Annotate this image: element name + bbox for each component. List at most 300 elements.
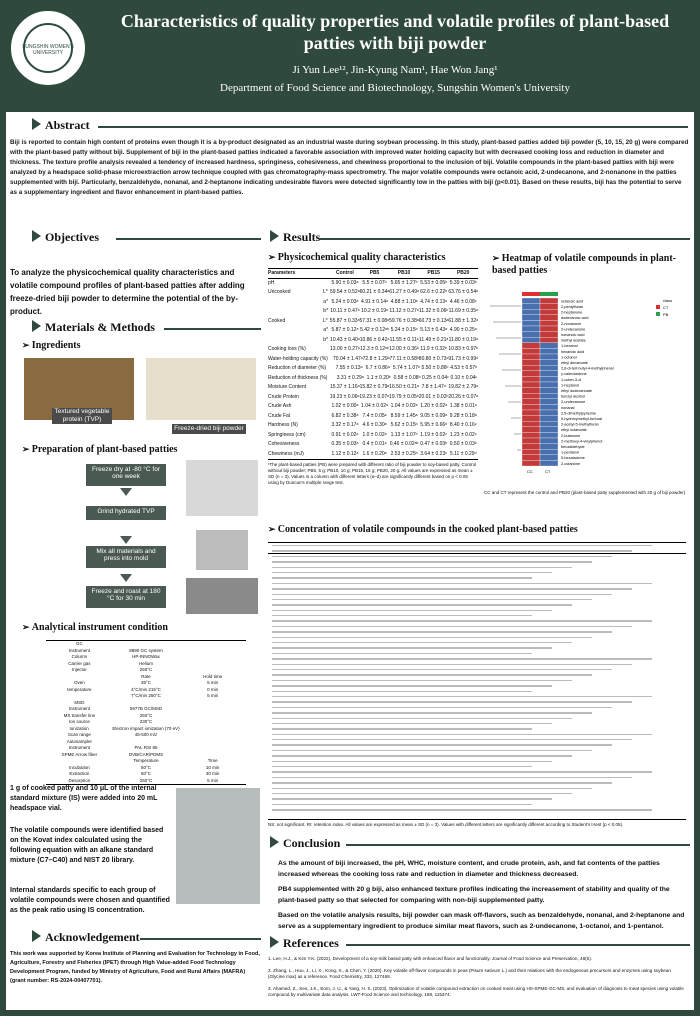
heatmap-cell xyxy=(540,449,558,455)
heatmap-cell xyxy=(522,298,540,304)
phys-row xyxy=(268,355,478,365)
instrument-cell: Carrier gas xyxy=(68,660,91,666)
instrument-cell: Hold time xyxy=(203,673,223,679)
phys-cell: 4.88 ± 1.10ᵃ xyxy=(390,298,418,305)
phys-cell: Moisture Content xyxy=(268,384,307,390)
heatmap-row-label: 5-hydroxymethyl-furfural xyxy=(561,417,602,421)
instrument-cell: SPME Arrow fiber xyxy=(61,751,98,757)
phys-row xyxy=(268,440,478,450)
phys-cell: 60.21 ± 0.34ᵃ xyxy=(359,289,390,295)
phys-row xyxy=(268,336,478,346)
phys-cell: 5.24 ± 0.15ᵇ xyxy=(390,327,418,333)
phys-header-cell: PB20 xyxy=(456,270,470,276)
phys-header-cell xyxy=(321,269,330,278)
phys-cell: 7.4 ± 0.05ᵃ xyxy=(362,412,387,419)
heatmap-cell xyxy=(540,360,558,366)
phys-cell xyxy=(268,326,321,336)
phys-cell: 7.8 ± 1.47ᵃ xyxy=(421,384,446,390)
heatmap-legend-label: PB xyxy=(663,312,669,317)
results-heading: Results xyxy=(270,230,320,246)
results-divider xyxy=(320,238,690,240)
phys-row xyxy=(268,402,478,412)
instrument-cell: temperature xyxy=(67,686,92,692)
phys-cell: 5.13 ± 0.43ᵃ xyxy=(420,327,448,333)
phys-cell: 4.46 ± 0.08ᶜ xyxy=(449,298,477,305)
heatmap-row-label: γ-valerolactone xyxy=(561,372,587,377)
volatile-row-text xyxy=(272,723,552,724)
tvp-label: Textured vegetable protein (TVP) xyxy=(52,408,112,424)
heatmap-cell xyxy=(540,388,558,394)
instrument-cell: GC xyxy=(75,641,83,646)
prep-step-2: Grind hydrated TVP xyxy=(86,506,166,520)
instrument-cell: HP-INNOWax xyxy=(132,654,160,659)
heatmap-cell xyxy=(522,371,540,377)
volatile-row-text xyxy=(272,610,552,611)
volatile-row-text xyxy=(272,750,592,751)
phys-cell: 3.32 ± 0.17ᵃ xyxy=(331,422,359,428)
heatmap-cell xyxy=(522,388,540,394)
heatmap-row-label: ethyl octanoate xyxy=(561,428,587,433)
phys-cell xyxy=(321,440,330,450)
prep-heading: ➢ Preparation of plant-based patties xyxy=(22,444,177,455)
phys-cell: 1.19 ± 0.02ᶜ xyxy=(420,431,448,438)
heatmap-cell xyxy=(522,315,540,321)
volatile-row-text xyxy=(272,782,612,783)
abstract-divider xyxy=(98,126,688,128)
phys-cell: L* xyxy=(323,289,328,295)
phys-header-cell: Parameters xyxy=(268,270,296,276)
conclusion-heading: Conclusion xyxy=(270,836,340,852)
volatile-row-text xyxy=(272,755,572,756)
volatile-row-text xyxy=(272,561,592,562)
instrument-cell: 250°C xyxy=(139,712,153,718)
instrument-table xyxy=(46,640,246,785)
poster-header xyxy=(0,0,700,110)
phys-cell: 0.91 ± 0.02ᵃ xyxy=(331,431,359,438)
phys-cell: 0.47 ± 0.03ᵇ xyxy=(420,441,448,447)
phys-cell: 20.01 ± 0.02ᵇ xyxy=(418,393,449,400)
heatmap-row-label: benzaldehyde xyxy=(561,445,585,449)
phys-cell: 5.11 ± 0.29ᵈ xyxy=(449,450,477,457)
phys-cell: Reduction of thickness (%) xyxy=(268,374,328,381)
volatile-row-text xyxy=(272,674,592,675)
heatmap-cell xyxy=(540,455,558,461)
phys-cell: 15.82 ± 0.79ᵃ xyxy=(359,384,390,390)
heatmap-cell xyxy=(540,326,558,332)
phys-cell: 12.3 ± 0.12ᵃᵇ xyxy=(360,346,389,352)
volatile-row-text xyxy=(272,572,552,573)
reference-2: 2. Zhang, L., Hou, J., Li, X., Kong, X., & Chen, Y. (2020). Key volatile off-flavor compounds in peas (Pisum sativum L.) and their relations with the endogenous precursors and enzymes using soybean (Glycine max) as a reference. Food Chemistry, 333, 127469. xyxy=(268,968,671,980)
phys-cell: 5.74 ± 1.07ᵇ xyxy=(392,365,420,371)
instrument-cell: 5977B GC/MSD xyxy=(129,706,163,711)
phys-cell: 19.23 ± 0.07ᵃ xyxy=(359,393,390,400)
phys-cell: 59.54 ± 0.52ᵃ xyxy=(329,289,360,295)
phys-cell: 5.42 ± 0.12ᵃᵇ xyxy=(360,327,389,333)
conc-heading: ➢ Concentration of volatile compounds in the cooked plant-based patties xyxy=(268,524,578,535)
phys-cell: 5.50 ± 0.86ᵇ xyxy=(421,365,449,371)
volatile-row-text xyxy=(272,637,592,638)
prep-step-3: Mix all materials and press into mold xyxy=(86,546,166,568)
volatile-row-text xyxy=(272,718,572,719)
volatile-row-text xyxy=(272,696,652,697)
phys-cell: 55.87 ± 0.33ᵃ xyxy=(329,317,360,324)
phys-cell: 5.5 ± 0.07ᵇ xyxy=(362,279,387,286)
heatmap-cell xyxy=(522,449,540,455)
objectives-heading: Objectives xyxy=(32,230,99,246)
phys-cell: 0.58 ± 0.08ᵇ xyxy=(393,374,421,381)
heatmap-row-label: hexanoic acid xyxy=(561,349,585,354)
phys-row xyxy=(268,393,478,403)
phys-cell xyxy=(321,402,330,412)
phys-cell: 10.86 ± 0.42ᵃ xyxy=(359,336,390,343)
ack-text: This work was supported by Korea Institute of Planning and Evaluation for Technology in Food, Agriculture, Forestry and Fisheries (IPET) through High Value-added Food Technology Development Program, funded by Ministry of Agriculture, Food and Rural Affairs (MAFRA) (grant number: RS-2024-00407701). xyxy=(10,951,260,984)
instrument-cell: Ionization xyxy=(69,725,89,731)
phys-cell: 0.50 ± 0.03ᵇ xyxy=(449,441,477,447)
volatile-row-text xyxy=(272,739,632,740)
method-bullet-3: Internal standards specific to each group of volatile compounds were chosen and quantified as the peak ratio using IS concentration. xyxy=(10,887,170,914)
instrument-cell: 5 min xyxy=(207,693,219,698)
volatile-row-text xyxy=(272,615,532,616)
mold-photo xyxy=(196,530,248,570)
heatmap-cell xyxy=(522,320,540,326)
heatmap-cell xyxy=(540,416,558,422)
heatmap-row-label: 1-octen-3-ol xyxy=(561,377,582,382)
phys-cell: 8.59 ± 1.45ᵃ xyxy=(390,412,418,419)
instrument-cell: Helium xyxy=(139,660,154,666)
abstract-text: Biji is reported to contain high content of proteins even though it is a by-product designated as an industrial waste during soybean processing. In this study, plant-based patties added biji powder (5, 10, 15, 20 g) were compared with the plant-based patty without biji. Supplement of biji in the plant-based patties indicated a favorable association with improved water holding capacity but with decreased cooking loss and reduction in diameter and thickness. The texture profile analysis revealed a tendency of increased hardness, springiness, cohesiveness, and chewiness proportional to the inclusion of biji. Volatile compounds in the plant-based patties with biji were analyzed by a headspace solid-phase microextraction arrow technique coupled with gas chromatography-mass spectrometry. The major volatile compounds were octanoic acid, 2-undecanone, and 2-nonanone in the patties supplemented with biji. Particularly, benzaldehyde, nonanal, and 2-heptanone indicating undesirable flavors were detected significantly low in the patties with biji (p<0.01). Based on these results, biji has the potential to serve as a supplementary ingredient and flavor enhancement in plant-based patties. xyxy=(10,139,689,196)
instrument-cell: Temperature xyxy=(133,758,159,763)
phys-cell: Crude Ash xyxy=(268,403,292,409)
volatile-row-text xyxy=(272,734,652,735)
instrument-cell: 50°C xyxy=(140,764,152,770)
instrument-cell: 50°C xyxy=(140,771,152,776)
heatmap-row-label: 2-undecanone xyxy=(561,400,586,405)
objectives-divider xyxy=(116,238,261,240)
poster-title: Characteristics of quality properties and volatile profiles of plant-based patties with biji powder xyxy=(120,11,670,53)
heatmap-class-bar xyxy=(540,292,558,296)
logo-text: SUNGSHIN WOMEN'S UNIVERSITY xyxy=(22,44,74,56)
phys-cell: a* xyxy=(323,327,329,333)
phys-cell: 63.76 ± 0.54ᵃ xyxy=(448,289,478,295)
volatile-row-text xyxy=(272,680,572,681)
heatmap-row-label: 2,5-dimethylpyrazine xyxy=(561,411,597,416)
phys-cell: Water-holding capacity (%) xyxy=(268,355,328,362)
instrument-cell: 35°C xyxy=(140,680,152,685)
phys-cell: 11.49 ± 0.21ᵃ xyxy=(419,336,449,343)
heatmap-row-label: dodecanoic acid xyxy=(561,316,589,321)
phys-cell: 4.91 ± 0.14ᵃ xyxy=(361,298,388,305)
instrument-cell: 45-500 m/z xyxy=(134,732,158,737)
heatmap-cell xyxy=(522,410,540,416)
volatile-row-text xyxy=(272,550,632,551)
volatile-row-text xyxy=(272,788,592,789)
instrument-cell: Instrument xyxy=(68,647,90,653)
phys-cell xyxy=(321,431,330,441)
phys-row xyxy=(268,288,478,298)
volatile-row-text xyxy=(272,804,532,805)
phys-cell: 5.39 ± 0.03ᵇ xyxy=(449,279,477,286)
phys-cell: 5.95 ± 0.66ᵇ xyxy=(420,422,448,428)
heatmap-cell xyxy=(522,309,540,315)
volatile-row-text xyxy=(272,669,612,670)
volatile-row-text xyxy=(272,744,612,745)
phys-cell: 20.26 ± 0.07ᵃ xyxy=(448,393,478,400)
phys-cell: 5.53 ± 0.05ᵇ xyxy=(420,279,448,286)
heatmap-chart xyxy=(486,282,686,482)
volatile-row-text xyxy=(272,545,652,546)
phys-footnote: ¹The plant-based patties (PB) were prepared with different ratio of biji powder to soy-based patty. Control without biji powder; PB5, 5 g; PB10, 10 g; PB15, 15 g; PB20, 20 g. All values are expressed as mean ± SD (n = 3). Values in a column with different letters (a–d) are significantly different based on p < 0.05 using by Duncan's multiple range test. xyxy=(268,462,477,485)
volatile-row-text xyxy=(272,604,572,605)
phys-cell: 3.64 ± 0.23ᶜ xyxy=(420,450,448,457)
heatmap-legend-swatch xyxy=(656,312,660,316)
ingredients-heading: ➢ Ingredients xyxy=(22,340,81,351)
volatile-row-text xyxy=(272,771,652,772)
heatmap-row-label: 2-undecanone xyxy=(561,327,586,332)
phys-cell: 80.80 ± 0.73ᶜ xyxy=(418,355,449,362)
phys-cell: Cooked xyxy=(268,317,286,324)
phys-cell: Cooking loss (%) xyxy=(268,346,306,352)
reference-3: 3. Ahamed, Z., Seo, J.K., Eom, J. U., & Yang, H. S. (2023). Optimization of volatile compound extraction on cooked meat using HS-SPME-GC-MS, and evaluation of diagnosis to meat species using volatile compound by multivariate data analysis. LWT-Food Science and technology, 188, 115374. xyxy=(268,986,684,998)
phys-cell: 5.24 ± 0.03ᵃ xyxy=(331,298,359,305)
phys-row xyxy=(268,374,478,384)
phys-cell: 1.0 ± 0.02ᵃ xyxy=(362,431,387,438)
instrument-cell: 0 min xyxy=(207,686,219,692)
phys-cell: 5.65 ± 1.27ᵇ xyxy=(390,279,418,286)
phys-cell: 1.23 ± 0.02ᶜ xyxy=(449,431,477,438)
university-logo xyxy=(8,8,88,88)
heatmap-cell xyxy=(522,399,540,405)
phys-heading: ➢ Physicochemical quality characteristics xyxy=(268,252,446,263)
phys-cell: 11.9 ± 0.32ᵇ xyxy=(420,346,447,352)
phys-cell: 11.12 ± 0.27ᵃ xyxy=(389,308,419,314)
arrow-icon xyxy=(120,574,132,582)
volatile-row-text xyxy=(272,701,632,702)
phys-cell: 0.25 ± 0.04ᶜ xyxy=(422,374,449,381)
phys-cell: 61.27 ± 0.49ᵃ xyxy=(389,289,419,295)
biji-photo xyxy=(146,358,256,420)
phys-cell: 13.00 ± 0.27ᵃ xyxy=(330,346,360,352)
phys-cell: 11.80 ± 0.19ᵃ xyxy=(448,336,478,343)
phys-cell xyxy=(321,383,330,393)
phys-cell: 1.04 ± 0.02ᵃ xyxy=(361,403,388,409)
phys-cell: L* xyxy=(323,317,328,324)
heatmap-cell xyxy=(522,365,540,371)
heatmap-row-label: ethyl dodecanoate xyxy=(561,389,593,393)
heatmap-cell xyxy=(540,354,558,360)
volatile-row-text xyxy=(272,658,652,659)
heatmap-cell xyxy=(540,320,558,326)
heatmap-caption: CC and CT represent the control and PB20 (plant-based patty supplemented with 20 g of biji powder). xyxy=(484,490,687,495)
heatmap-cell xyxy=(540,371,558,377)
volatile-row-text xyxy=(272,620,652,621)
heatmap-row-label: 1-pentanol xyxy=(561,450,579,455)
phys-cell xyxy=(321,393,330,403)
instrument-cell: Autosampler xyxy=(66,738,92,744)
phys-cell: 3.31 ± 0.29ᵃ xyxy=(336,374,364,381)
phys-header-cell: PB5 xyxy=(369,270,380,276)
heatmap-row-label: 2,6-di-tert-butyl-4-methylphenol xyxy=(561,366,614,371)
heatmap-legend-label: class xyxy=(663,298,673,303)
phys-cell: Crude Protein xyxy=(268,393,299,400)
heatmap-cell xyxy=(522,460,540,466)
heatmap-row-label: 2-octanone xyxy=(561,461,580,466)
phys-cell: 59.76 ± 0.38ᵃ xyxy=(389,317,419,324)
heatmap-cell xyxy=(522,382,540,388)
heatmap-legend-swatch xyxy=(656,305,660,309)
heatmap-cell xyxy=(540,393,558,399)
phys-cell: b* xyxy=(323,336,328,343)
heatmap-row-label: ethyl decanoate xyxy=(561,361,588,365)
heatmap-row-label: benzyl alcohol xyxy=(561,394,586,399)
phys-row xyxy=(268,298,478,308)
instrument-cell: Oven xyxy=(73,680,85,685)
heatmap-cell xyxy=(522,360,540,366)
heatmap-row-label: 2-methoxy-4-vinylphenol xyxy=(561,439,603,444)
phys-cell: 0.35 ± 0.03ᵃ xyxy=(331,441,359,447)
instrument-cell: Scan range xyxy=(67,732,91,737)
phys-cell: 62.6 ± 0.22ᵇ xyxy=(420,289,448,295)
references-heading: References xyxy=(270,936,339,952)
volatile-row-text xyxy=(272,588,632,589)
phys-header-cell: PB15 xyxy=(427,270,440,276)
heatmap-cell xyxy=(522,332,540,338)
instrument-cell: 5 min xyxy=(207,680,219,685)
heatmap-cell xyxy=(522,432,540,438)
volatile-row-text xyxy=(272,798,552,799)
poster-body xyxy=(6,112,694,1010)
conclusion-bullet-2: PB4 supplemented with 20 g biji, also enhanced texture profiles indicating the increasement of stability and quality of the plant-based patty so that selected for comparing with non-biji supplemented patty. xyxy=(278,886,670,904)
phys-cell: 1.02 ± 0.00ᵃ xyxy=(331,403,359,409)
conclusion-bullet-1: As the amount of biji increased, the pH, WHC, moisture content, and crude protein, ash, and fat contents of the patties increased whereas the cooking loss rate and reduction in diameter and thickness decreased. xyxy=(278,860,660,878)
heatmap-cell xyxy=(540,404,558,410)
phys-cell: 10.2 ± 0.19ᵃ xyxy=(361,308,388,314)
volatile-row-text xyxy=(272,599,592,600)
heatmap-cell xyxy=(540,460,558,466)
heatmap-cell xyxy=(522,326,540,332)
volatile-row-text xyxy=(272,647,552,648)
phys-cell: 5.62 ± 0.15ᵇ xyxy=(390,422,418,428)
volatile-row-text xyxy=(272,653,532,654)
phys-cell: 10.43 ± 0.40ᵃ xyxy=(330,336,360,343)
heatmap-cell xyxy=(540,343,558,349)
conclusion-divider xyxy=(346,844,690,846)
phys-cell xyxy=(321,412,330,422)
heatmap-heading: ➢ Heatmap of volatile compounds in plant-based patties xyxy=(492,252,686,277)
biji-label: Freeze-dried biji powder xyxy=(172,424,246,434)
phys-cell: pH xyxy=(268,279,275,286)
heatmap-cell xyxy=(540,315,558,321)
phys-cell: 11.32 ± 0.06ᵇ xyxy=(418,308,449,314)
volatile-row-text xyxy=(272,556,612,557)
phys-row xyxy=(268,345,478,355)
phys-cell: 9.28 ± 0.18ᵃ xyxy=(449,412,477,419)
phys-cell: Crude Fat xyxy=(268,412,291,419)
volatile-row-text xyxy=(272,766,532,767)
volatile-table xyxy=(268,542,686,820)
phys-cell: 6.7 ± 0.86ᵃ xyxy=(365,365,390,371)
phys-cell: 19.23 ± 0.06ᵃ xyxy=(329,393,360,400)
phys-cell: b* xyxy=(323,308,329,314)
heatmap-cell xyxy=(540,348,558,354)
phys-cell: Hardness (N) xyxy=(268,422,298,428)
gc-ms-photo xyxy=(176,788,260,904)
phys-cell: 7.55 ± 0.13ᵃ xyxy=(335,365,363,371)
instrument-cell: 7°C/min 250°C xyxy=(131,693,161,698)
heatmap-cell xyxy=(540,432,558,438)
phys-cell: Reduction of diameter (%) xyxy=(268,365,327,371)
prep-step-4: Freeze and roast at 180 °C for 30 min xyxy=(86,586,166,608)
instrument-cell: 250°C xyxy=(139,667,153,672)
references-divider xyxy=(346,944,690,946)
instrument-heading: ➢ Analytical instrument condition xyxy=(22,622,168,633)
heatmap-cell xyxy=(540,427,558,433)
instrument-cell: Rate xyxy=(141,673,151,679)
heatmap-cell xyxy=(522,444,540,450)
heatmap-col-label: CC xyxy=(527,469,533,474)
phys-cell: 1.20 ± 0.02ᵃ xyxy=(420,403,448,409)
phys-cell: 2.53 ± 0.25ᵇ xyxy=(390,450,418,457)
heatmap-cell xyxy=(522,421,540,427)
instrument-cell: 250°C xyxy=(139,777,153,783)
instrument-cell: 230°C xyxy=(139,719,153,724)
phys-cell: 5.90 ± 0.03ᵃ xyxy=(331,279,359,286)
phys-cell: 9.05 ± 0.09ᵃ xyxy=(420,412,448,419)
volatile-row-text xyxy=(272,809,652,810)
phys-row xyxy=(268,412,478,422)
heatmap-cell xyxy=(522,455,540,461)
volatile-row-text xyxy=(272,728,532,729)
phys-cell: 57.31 ± 0.08ᵃ xyxy=(359,317,390,324)
phys-cell: 72.8 ± 1.29ᵃ xyxy=(362,355,390,362)
instrument-cell: DVB/CAR/PDMS xyxy=(128,751,164,757)
methods-heading: Materials & Methods xyxy=(32,320,155,336)
instrument-cell: Injector xyxy=(71,667,87,672)
instrument-cell: Column xyxy=(71,654,88,659)
phys-table xyxy=(268,268,478,460)
volatile-row-text xyxy=(272,793,572,794)
phys-cell: 8.40 ± 0.16ᶜ xyxy=(449,422,477,428)
phys-cell: 4.90 ± 0.25ᵃ xyxy=(449,327,477,333)
instrument-cell: 8890 GC system xyxy=(129,647,163,653)
phys-cell: 1.13 ± 1.07ᵇ xyxy=(390,431,418,438)
heatmap-cell xyxy=(540,298,558,304)
heatmap-cell xyxy=(522,337,540,343)
phys-cell: 70.04 ± 1.47ᵃ xyxy=(333,355,363,362)
heatmap-row-label: 2-nonanone xyxy=(561,321,582,326)
heatmap-row-label: 2-heptanone xyxy=(561,310,583,315)
heatmap-legend-swatch xyxy=(656,298,660,302)
heatmap-cell xyxy=(522,376,540,382)
heatmap-cell xyxy=(522,438,540,444)
volatile-row-text xyxy=(272,777,632,778)
heatmap-cell xyxy=(522,348,540,354)
phys-cell: 4.53 ± 0.57ᵇ xyxy=(450,365,478,371)
heatmap-cell xyxy=(540,376,558,382)
phys-cell: Cohesiveness xyxy=(268,441,300,447)
heatmap-row-label: octanoic acid xyxy=(561,299,584,304)
phys-cell: 11.69 ± 0.35ᵃ xyxy=(448,308,478,314)
phys-row xyxy=(268,307,478,317)
instrument-cell: Ion source xyxy=(68,719,90,724)
instrument-cell: 4°C/min 215°C xyxy=(131,686,161,692)
instrument-cell: MS transfer line xyxy=(63,712,96,718)
conclusion-bullet-3: Based on the volatile analysis results, biji powder can mask off-flavors, such as benzaldehyde, nonanal, and 2-heptanone and serve as a supplementary ingredient to produce similar meat flavors, such as 2-undecanone, 1-octanol, and 1-pentanol. xyxy=(278,912,685,930)
ack-heading: Acknowledgement xyxy=(32,930,140,946)
ack-divider xyxy=(140,938,261,940)
instrument-cell: Electron impact ionization (70 eV) xyxy=(112,725,180,731)
heatmap-cell xyxy=(522,404,540,410)
phys-row xyxy=(268,431,478,441)
